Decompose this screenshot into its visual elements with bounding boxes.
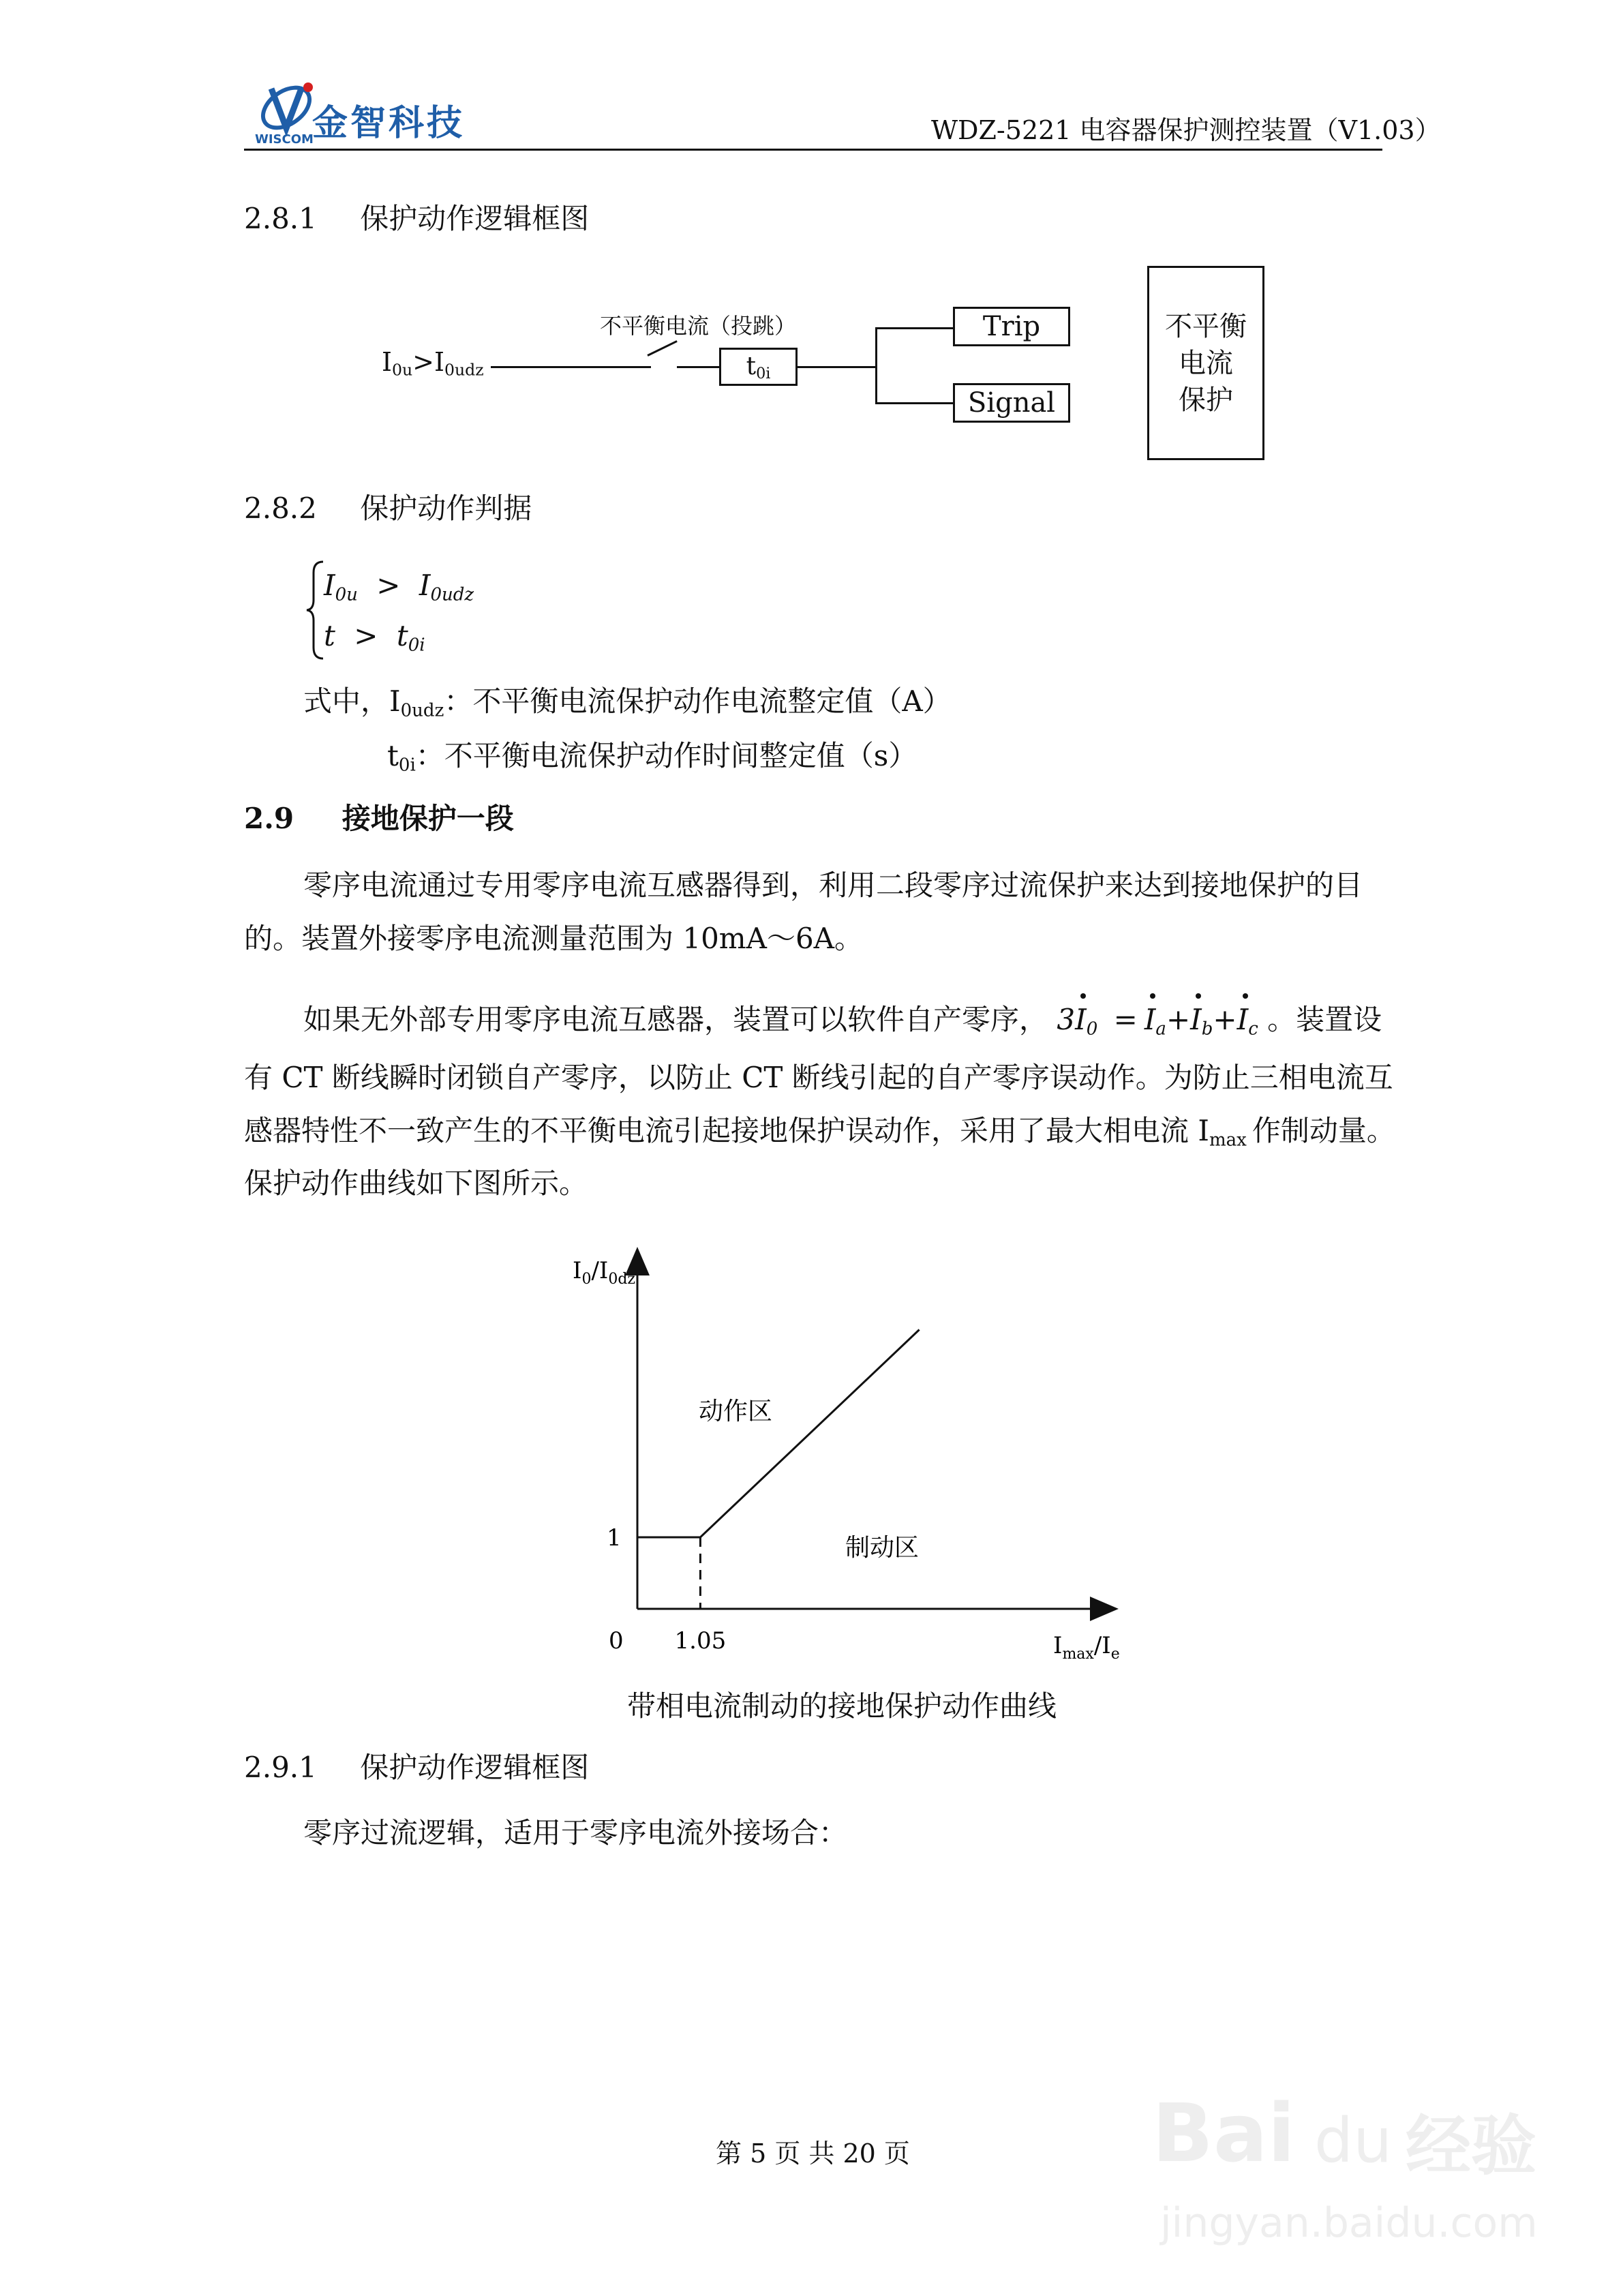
x-tick-label-0: 0 [609, 1627, 624, 1655]
eq-subscript: b [1201, 1018, 1213, 1040]
switch-to-timer-wire [677, 366, 719, 368]
definition-text: ：不平衡电流保护动作时间整定值（s） [415, 739, 917, 772]
block-label-line2: 电流 [1179, 347, 1233, 379]
eq-term [1237, 1003, 1249, 1036]
eq-subscript: a [1155, 1018, 1166, 1040]
y-tick-label-0: 1 [607, 1524, 622, 1552]
baidu-watermark [1152, 2086, 1538, 2256]
definition-line-1 [303, 684, 952, 721]
section-title: 保护动作判据 [360, 492, 532, 525]
protection-curve-chart [532, 1241, 1145, 1677]
para2-text: 作制动量。 [1252, 1114, 1395, 1147]
criteria-operator: > [376, 569, 401, 602]
eq-symbol: I [1190, 1003, 1202, 1036]
document-title: WDZ-5221 电容器保护测控装置（V1.03） [931, 115, 1441, 145]
para1-line1: 零序电流通过专用零序电流互感器得到，利用二段零序过流保护来达到接地保护的目 [303, 868, 1363, 902]
eq-subscript: c [1248, 1018, 1258, 1040]
section-title: 保护动作逻辑框图 [360, 202, 590, 235]
timer-label: $t_{0i}$ [746, 352, 771, 383]
block-label-line3: 保护 [1179, 384, 1233, 416]
phasor-dot-icon [1243, 993, 1248, 999]
phasor-dot-icon [1150, 993, 1155, 999]
eq-operator: + [1213, 1003, 1237, 1036]
eq-symbol: I [1075, 1003, 1087, 1036]
definition-line-2 [387, 739, 917, 776]
criteria-symbol: I [419, 569, 431, 602]
phasor-dot-icon [1196, 993, 1201, 999]
section-number: 2.9 [244, 802, 294, 835]
eq-operator: + [1166, 1003, 1191, 1036]
timer-block [719, 348, 798, 386]
para2-line3 [244, 1114, 1395, 1151]
definition-text: ：不平衡电流保护动作电流整定值（A） [444, 684, 952, 718]
para2-text: 感器特性不一致产生的不平衡电流引起接地保护误动作，采用了最大相电流 I [244, 1114, 1209, 1147]
eq-symbol: I [1237, 1003, 1249, 1036]
trip-label: Trip [982, 311, 1041, 342]
criteria-line-2 [324, 619, 425, 656]
definition-subscript: 0udz [400, 700, 444, 721]
section-2-9-heading [244, 804, 514, 833]
region-label-operate: 动作区 [699, 1398, 773, 1425]
para1-line2: 的。装置外接零序电流测量范围为 10mA～6A。 [244, 922, 864, 955]
para2-text: 如果无外部专用零序电流互感器，装置可以软件自产零序， [303, 1003, 1048, 1036]
eq-symbol: I [1144, 1003, 1156, 1036]
protection-curve-line [637, 1330, 920, 1538]
phasor-dot-icon [1080, 993, 1086, 999]
section-title: 接地保护一段 [342, 802, 514, 835]
company-logo [252, 75, 498, 150]
para2-line4: 保护动作曲线如下图所示。 [244, 1166, 588, 1200]
section-title: 保护动作逻辑框图 [360, 1751, 590, 1784]
criteria-symbol: t [396, 619, 408, 652]
definition-prefix: 式中， [303, 684, 390, 718]
zero-sequence-equation [1048, 1003, 1267, 1040]
eq-operator: = [1113, 1003, 1138, 1036]
eq-subscript: 0 [1086, 1018, 1098, 1040]
definition-symbol: I [389, 684, 401, 718]
eq-term [1144, 1003, 1156, 1036]
section-number: 2.8.2 [244, 492, 317, 525]
section-number: 2.9.1 [244, 1751, 317, 1784]
logo-text: 金智科技 [312, 103, 466, 144]
switch-contact [647, 340, 677, 357]
chart-caption: 带相电流制动的接地保护动作曲线 [627, 1689, 1057, 1723]
para2-line2: 有 CT 断线瞬时闭锁自产零序，以防止 CT 断线引起的自产零序误动作。为防止三相电流互 [244, 1061, 1393, 1094]
signal-wire [875, 402, 954, 404]
section-2-9-1-heading [244, 1753, 589, 1782]
section-number: 2.8.1 [244, 202, 317, 235]
region-label-restraint: 制动区 [845, 1534, 920, 1562]
section-2-8-2-heading [244, 494, 532, 523]
signal-output-box [953, 383, 1070, 423]
eq-term [1075, 1003, 1087, 1036]
header-rule [244, 149, 1382, 151]
criteria-symbol: t [324, 619, 335, 652]
criteria-symbol: I [324, 569, 335, 602]
brace-icon [305, 559, 326, 661]
para3: 零序过流逻辑，适用于零序电流外接场合： [303, 1816, 848, 1849]
watermark-paw-icon: du [1314, 2105, 1393, 2177]
criteria-subscript: 0i [408, 635, 425, 656]
input-condition-label: $I_{0u}>I_{0udz}$ [382, 347, 484, 380]
para2-line1 [303, 1003, 1382, 1040]
input-wire [491, 366, 651, 368]
watermark-url: jingyan.baidu.com [1160, 2199, 1538, 2247]
criteria-operator: > [354, 619, 378, 652]
para2-text: 。装置设 [1267, 1003, 1382, 1036]
criteria-line-1 [324, 569, 474, 605]
para2-subscript: max [1209, 1130, 1247, 1151]
x-axis-label: $I_{max}/I_e$ [1053, 1632, 1120, 1663]
definition-subscript: 0i [398, 755, 416, 776]
criteria-subscript: 0udz [430, 584, 474, 605]
section-2-8-1-heading [244, 202, 590, 235]
switch-label: 不平衡电流（投跳） [600, 313, 797, 339]
page-number: 第 5 页 共 20 页 [716, 2139, 910, 2169]
eq-coefficient: 3 [1057, 1003, 1076, 1036]
x-tick-label-1: 1.05 [674, 1627, 727, 1655]
signal-label: Signal [967, 387, 1056, 419]
eq-term [1190, 1003, 1202, 1036]
branch-vertical [875, 327, 877, 404]
block-label-line1: 不平衡 [1165, 310, 1247, 342]
watermark-brand: Bai [1152, 2086, 1296, 2180]
criteria-subscript: 0u [335, 584, 358, 605]
logo-subtext: WISCOM [255, 132, 314, 147]
definition-symbol: t [387, 739, 399, 772]
watermark-brand-cn: 经验 [1406, 2108, 1536, 2184]
trip-output-box [953, 307, 1070, 346]
protection-block [1147, 266, 1264, 460]
trip-wire [875, 327, 954, 329]
y-axis-label: $I_0/I_{0dz}$ [573, 1257, 635, 1288]
timer-out-wire [798, 366, 876, 368]
